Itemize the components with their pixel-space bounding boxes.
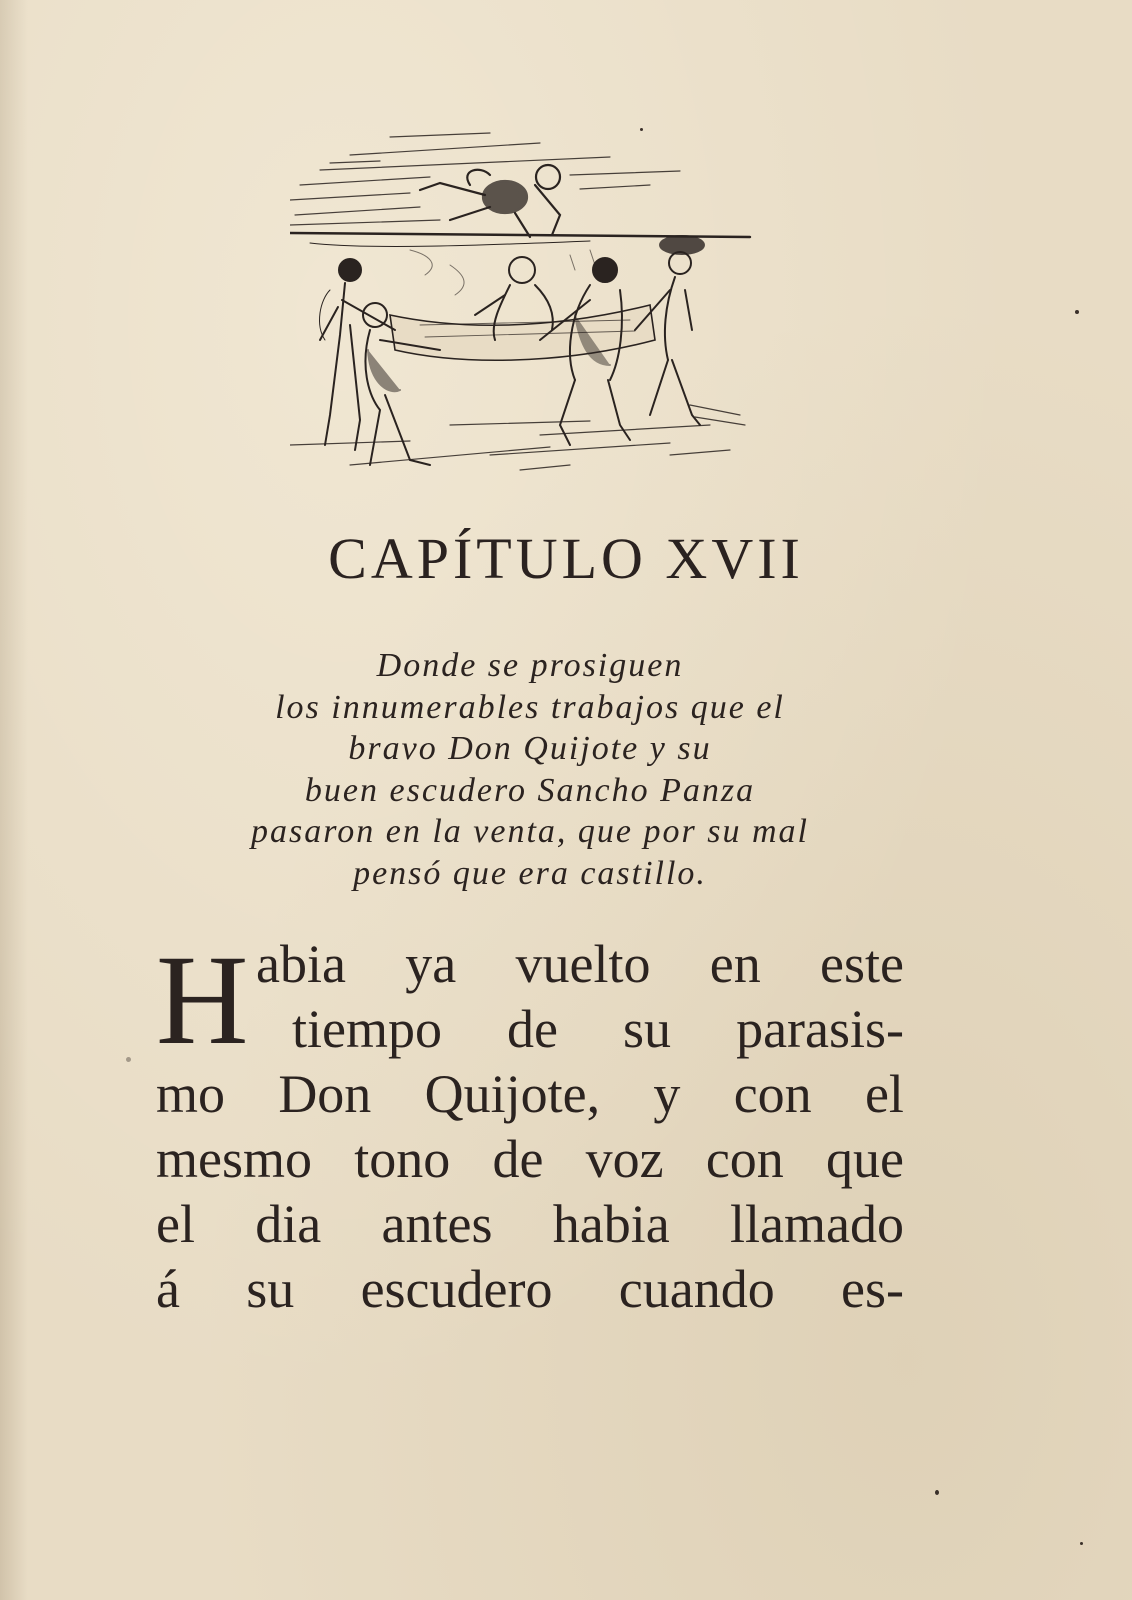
text-line: [156, 1062, 904, 1127]
word: voz: [585, 1129, 664, 1189]
word: antes: [381, 1194, 493, 1254]
word: á: [156, 1259, 180, 1319]
summary-line: los innumerables trabajos que el: [275, 688, 785, 726]
word: y: [653, 1064, 681, 1124]
text-line: [156, 932, 904, 997]
word: vuelto: [515, 934, 651, 994]
word: que: [826, 1129, 904, 1189]
word: Quijote,: [424, 1064, 601, 1124]
chapter-heading: CAPÍTULO XVII: [328, 526, 804, 591]
word: Don: [278, 1064, 372, 1124]
word: habia: [552, 1194, 670, 1254]
body-text: [156, 929, 904, 1322]
word: es-: [841, 1259, 904, 1319]
word: tono: [354, 1129, 451, 1189]
text-line: [156, 1127, 904, 1192]
text-line: [156, 1192, 904, 1257]
drop-cap: H: [156, 929, 249, 1071]
word: tiempo: [292, 999, 442, 1059]
chapter-vignette-illustration: [290, 125, 760, 490]
summary-line: pensó que era castillo.: [353, 854, 707, 892]
word: llamado: [730, 1194, 904, 1254]
word: el: [864, 1064, 904, 1124]
word: este: [820, 934, 904, 994]
word: su: [623, 999, 672, 1059]
word: cuando: [618, 1259, 775, 1319]
word: su: [246, 1259, 295, 1319]
word: con: [733, 1064, 812, 1124]
word: el: [156, 1194, 195, 1254]
chapter-summary: [150, 645, 910, 894]
word: parasis-: [736, 999, 904, 1059]
word: dia: [255, 1194, 322, 1254]
word: en: [709, 934, 761, 994]
word: ya: [405, 934, 457, 994]
word: mesmo: [156, 1129, 312, 1189]
word: de: [507, 999, 558, 1059]
word: escudero: [360, 1259, 553, 1319]
text-line: [156, 1257, 904, 1322]
summary-line: pasaron en la venta, que por su mal: [251, 813, 809, 850]
summary-line: Donde se prosiguen: [376, 647, 684, 684]
text-line: [156, 997, 904, 1062]
summary-line: bravo Don Quijote y su: [348, 730, 712, 767]
summary-line: buen escudero Sancho Panza: [304, 771, 756, 809]
word: abia: [256, 934, 346, 994]
word: de: [492, 1129, 544, 1189]
blanket-tossing-engraving-icon: [290, 125, 760, 490]
word: con: [705, 1129, 784, 1189]
word: mo: [156, 1064, 226, 1124]
